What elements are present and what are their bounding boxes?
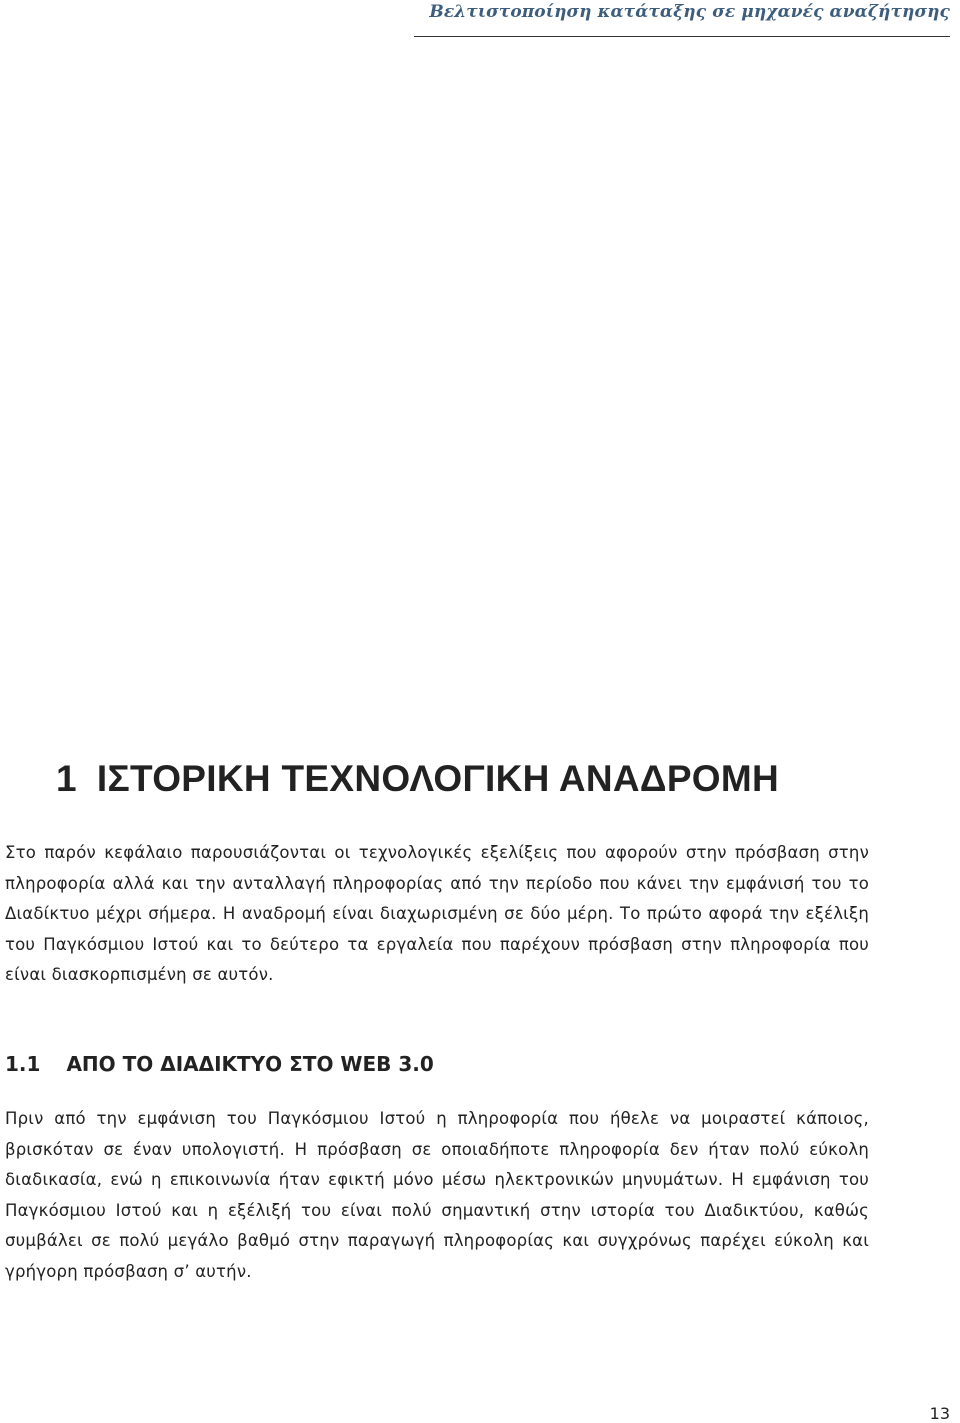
section-title: ΑΠΟ ΤΟ ΔΙΑΔΙΚΤΥΟ ΣΤΟ WEB 3.0 [66,1052,434,1076]
chapter-heading [56,758,779,800]
page-number: 13 [929,1404,950,1423]
running-header [414,0,950,37]
chapter-intro-paragraph: Στο παρόν κεφάλαιο παρουσιάζονται οι τεχνολογικές εξελίξεις που αφορούν στην πρόσβαση στην πληροφορία αλλά και την ανταλλαγή πληροφορίας από την περίοδο που κάνει την εμφάνισή του το Διαδίκτυο μέχρι σήμερα. Η αναδρομή είναι διαχωρισμένη σε δύο μέρη. Το πρώτο αφορά την εξέλιξη του Παγκόσμιου Ιστού και το δεύτερο τα εργαλεία που παρέχουν πρόσβαση στην πληροφορία που είναι διασκορπισμένη σε αυτόν. [5,843,869,984]
chapter-title: ΙΣΤΟΡΙΚΗ ΤΕΧΝΟΛΟΓΙΚΗ ΑΝΑΔΡΟΜΗ [96,758,780,799]
section-number: 1.1 [5,1052,41,1076]
section-body-paragraph: Πριν από την εμφάνιση του Παγκόσμιου Ιστού η πληροφορία που ήθελε να μοιραστεί κάποιος, βρισκόταν σε έναν υπολογιστή. Η πρόσβαση σε οποιαδήποτε πληροφορία δεν ήταν πολύ εύκολη διαδικασία, ενώ η επικοινωνία ήταν εφικτή μόνο μέσω ηλεκτρονικών μηνυμάτων. Η εμφάνιση του Παγκόσμιου Ιστού και η εξέλιξή του είναι πολύ σημαντική στην ιστορία του Διαδικτύου, καθώς συμβάλει σε πολύ μεγάλο βαθμό στην παραγωγή πληροφορίας και συγχρόνως παρέχει εύκολη και γρήγορη πρόσβαση σ’ αυτήν. [5,1109,869,1281]
section-heading [5,1052,434,1076]
chapter-number: 1 [56,758,77,799]
running-header-title: Βελτιστοποίηση κατάταξης σε μηχανές αναζήτησης [429,2,950,22]
